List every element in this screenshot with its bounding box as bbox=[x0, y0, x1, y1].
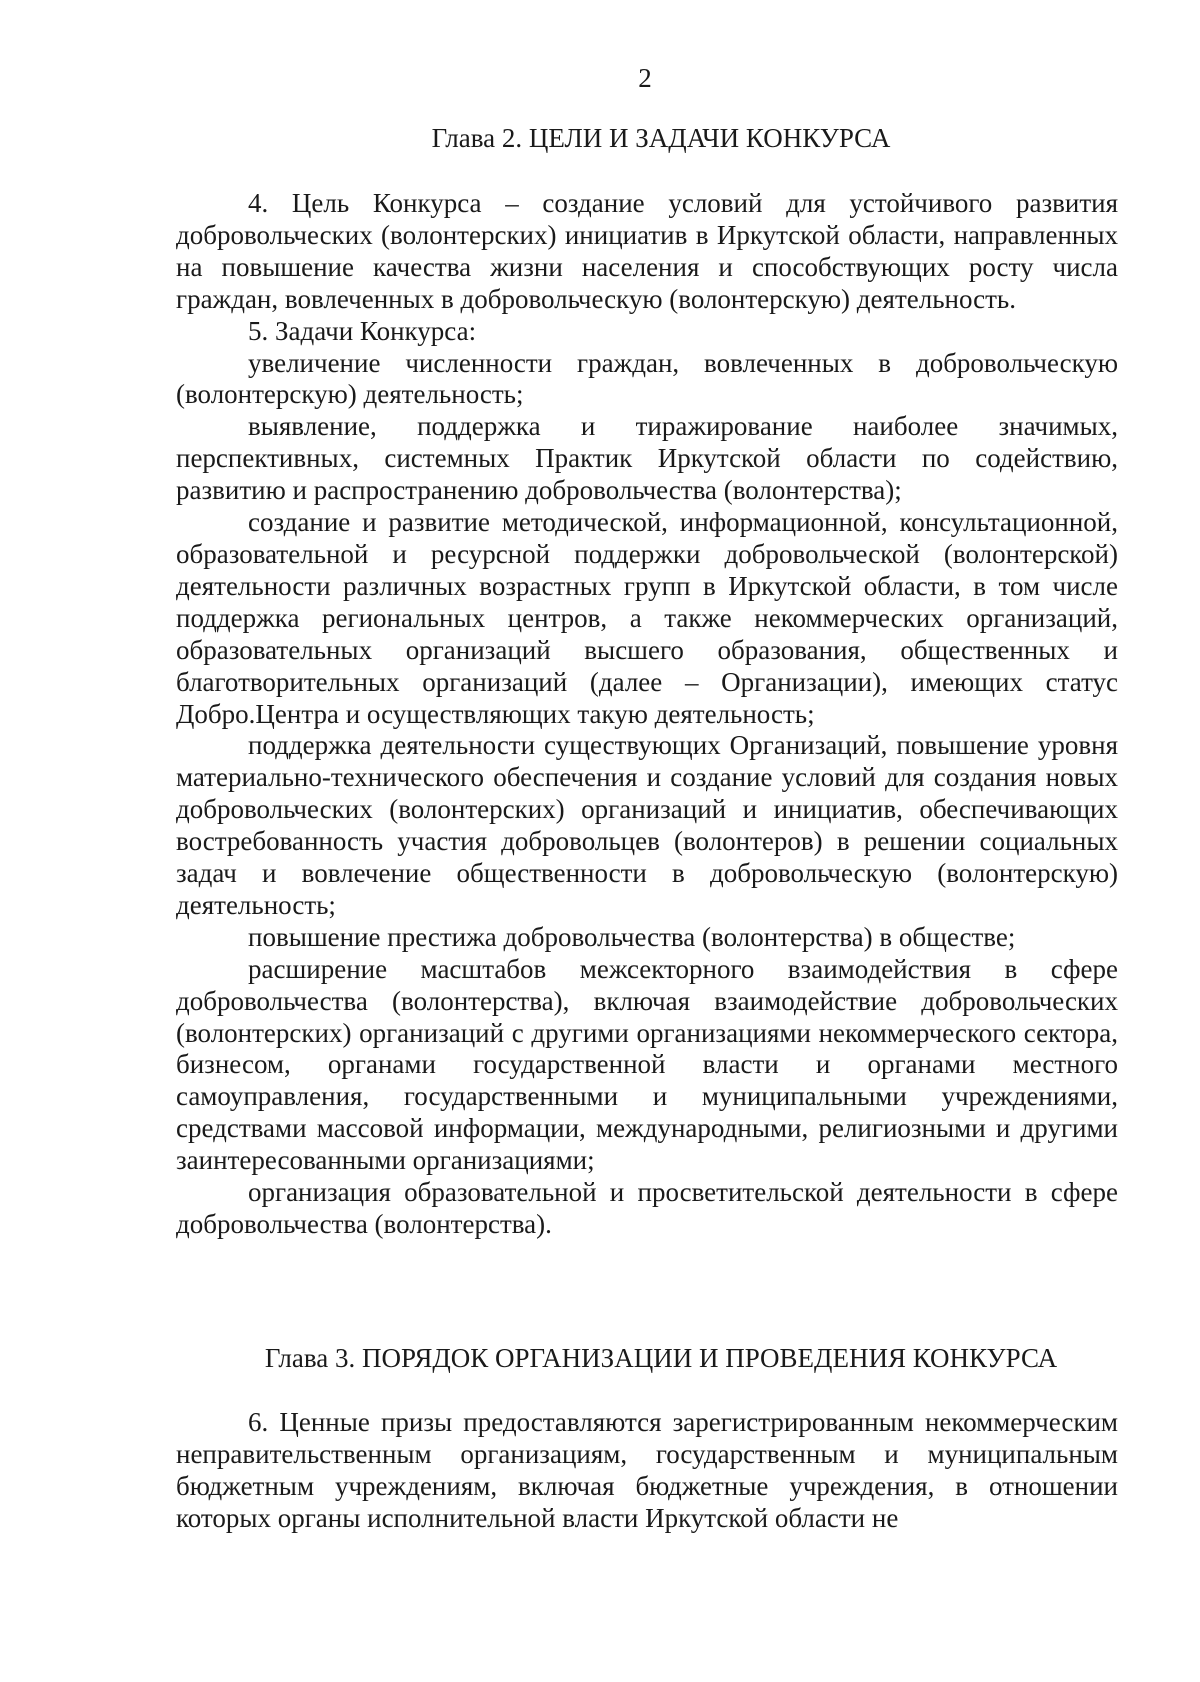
chapter-3-heading: Глава 3. ПОРЯДОК ОРГАНИЗАЦИИ И ПРОВЕДЕНИЯ КОНКУРСА bbox=[264, 1343, 1058, 1373]
paragraph-prizes: 6. Ценные призы предоставляются зарегистрированным некоммерческим неправительственным организациям, государственным и муниципальным бюджетным учреждениям, включая бюджетные учреждения, в отношении которых органы исполнительной власти Иркутской области не bbox=[176, 1407, 1118, 1533]
paragraph-goal: 4. Цель Конкурса – создание условий для устойчивого развития добровольческих (волонтерских) инициатив в Иркутской области, направленных на повышение качества жизни населения и способствующих росту числа граждан, вовлеченных в добровольческую (волонтерскую) деятельность. bbox=[176, 188, 1118, 314]
chapter-3-body bbox=[176, 1407, 1118, 1535]
paragraph-task-5: повышение престижа добровольчества (волонтерства) в обществе; bbox=[248, 921, 1016, 952]
paragraph-task-4: поддержка деятельности существующих Организаций, повышение уровня материально-технического обеспечения и создание условий для создания новых добровольческих (волонтерских) организаций и инициатив, обеспечивающих востребованность участия добровольцев (волонтеров) в решении социальных задач и вовлечение общественности в добровольческую (волонтерскую) деятельность; bbox=[176, 730, 1118, 920]
paragraph-task-1: увеличение численности граждан, вовлеченных в добровольческую (волонтерскую) деятельность; bbox=[176, 347, 1118, 410]
page-number: 2 bbox=[638, 63, 652, 93]
paragraph-task-2: выявление, поддержка и тиражирование наиболее значимых, перспективных, системных Практик Иркутской области по содействию, развитию и распространению добровольчества (волонтерства); bbox=[176, 411, 1118, 506]
paragraph-task-3: создание и развитие методической, информационной, консультационной, образовательной и ресурсной поддержки добровольческой (волонтерской) деятельности различных возрастных групп в Иркутской области, в том числе поддержка региональных центров, а также некоммерческих организаций, образовательных организаций высшего образования, общественных и благотворительных организаций (далее – Организации), имеющих статус Добро.Центра и осуществляющих такую деятельность; bbox=[176, 507, 1118, 729]
chapter-2-body bbox=[176, 188, 1118, 1241]
paragraph-task-6: расширение масштабов межсекторного взаимодействия в сфере добровольчества (волонтерства), включая взаимодействие добровольческих (волонтерских) организаций с другими организациями некоммерческого сектора, бизнесом, органами государственной власти и органами местного самоуправления, государственными и муниципальными учреждениями, средствами массовой информации, международными, религиозными и другими заинтересованными организациями; bbox=[176, 953, 1118, 1176]
paragraph-task-7: организация образовательной и просветительской деятельности в сфере добровольчества (волонтерства). bbox=[176, 1177, 1118, 1239]
paragraph-tasks-heading: 5. Задачи Конкурса: bbox=[248, 315, 477, 346]
chapter-2-heading: Глава 2. ЦЕЛИ И ЗАДАЧИ КОНКУРСА bbox=[431, 123, 891, 153]
